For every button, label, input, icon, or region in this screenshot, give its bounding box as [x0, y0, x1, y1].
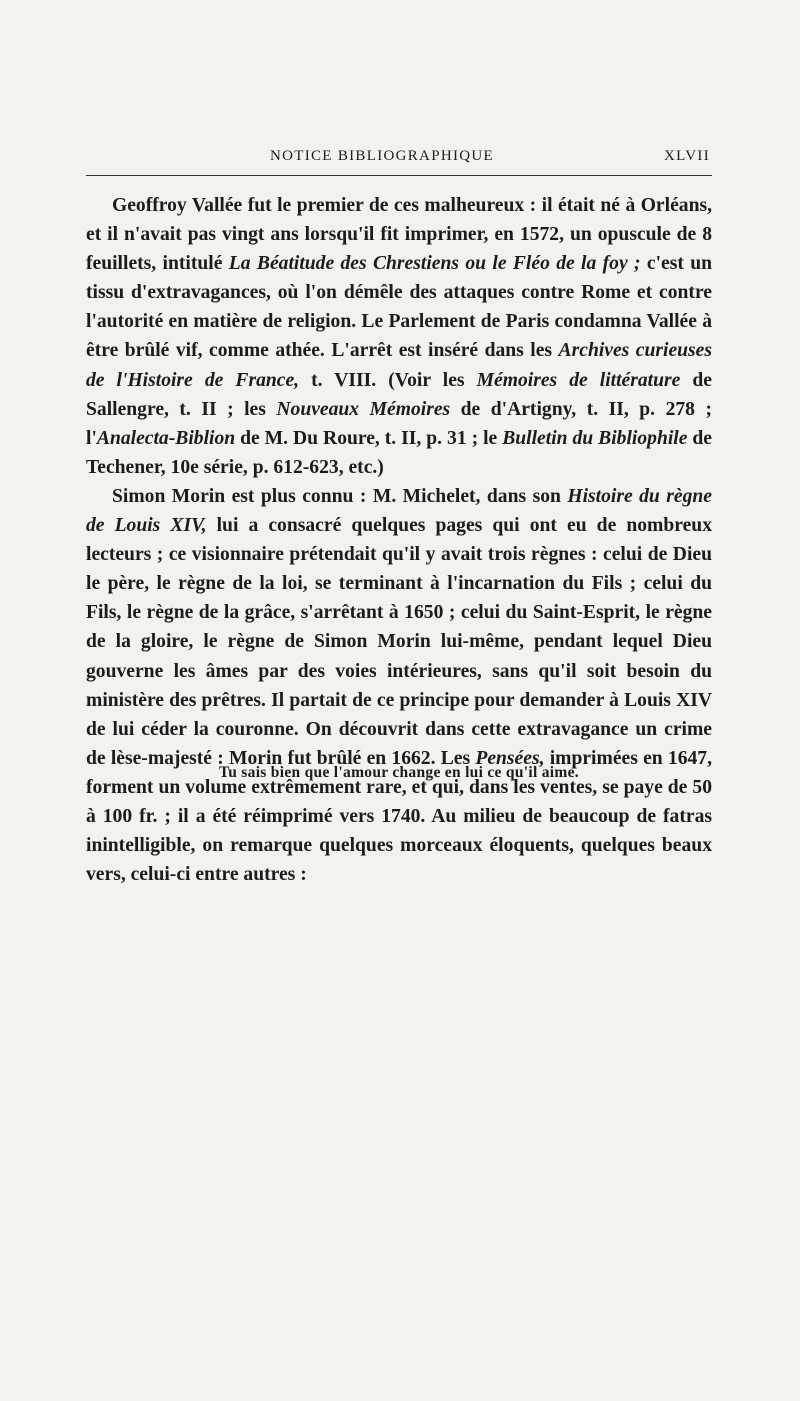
text-segment: Simon Morin est plus connu : M. Michelet, dans son — [112, 485, 568, 507]
text-segment: lui a consacré quelques pages qui ont eu de nombreux lecteurs ; ce visionnaire prétendait qu'il y avait trois règnes : celui de Dieu le père, le règne de la loi, se terminant à l'incarnation du Fils ; celui du Fils, le règne de la grâce, s'arrêtant à 1650 ; celui du Saint-Esprit, le règne de la gloire, le règne de Simon Morin lui-même, pendant lequel Dieu gouverne les âmes par des voies intérieures, sans qu'il soit besoin du ministère des prêtres. Il partait de ce principe pour demander à Louis XIV de lui céder la couronne. On découvrit dans cette extravagance un crime de lèse-majesté : Morin fut brûlé en 1662. Les — [86, 515, 712, 769]
book-title: Analecta-Biblion — [96, 427, 236, 449]
page-number: XLVII — [664, 148, 710, 164]
header-rule — [86, 175, 712, 176]
text-segment: de Sallengre, t. II ; les — [86, 369, 712, 420]
book-title: La Béatitude des Chrestiens ou le Fléo de la foy ; — [228, 253, 641, 275]
text-segment: de Techener, 10e série, p. 612-623, etc.) — [86, 427, 712, 478]
book-title: Pensées, — [475, 747, 545, 769]
text-segment: de d'Artigny, t. II, p. 278 ; l' — [86, 398, 712, 449]
book-title: Nouveaux Mémoires — [276, 398, 451, 420]
paragraph-vallee — [86, 191, 712, 482]
book-title: Bulletin du Bibliophile — [502, 427, 688, 449]
text-segment: Geoffroy Vallée fut le premier de ces malheureux : il était né à Orléans, et il n'avait pas vingt ans lorsqu'il fit imprimer, en 1572, un opuscule de 8 feuillets, intitulé — [86, 195, 712, 275]
verse-quote: Tu sais bien que l'amour change en lui ce qu'il aime. — [219, 764, 579, 781]
body-text — [86, 191, 712, 889]
book-title: Histoire du règne de Louis XIV, — [86, 485, 712, 537]
text-segment: de M. Du Roure, t. II, p. 31 ; le — [235, 427, 503, 449]
book-title: Mémoires de littérature — [476, 369, 681, 391]
book-title: Archives curieuses de l'Histoire de France, — [86, 340, 712, 391]
text-segment: c'est un tissu d'extravagances, où l'on démêle des attaques contre Rome et contre l'autorité en matière de religion. Le Parlement de Paris condamna Vallée à être brûlé vif, comme athée. L'arrêt est inséré dans les — [86, 253, 713, 362]
paragraph-morin — [86, 482, 712, 889]
text-segment: imprimées en 1647, forment un volume extrêmement rare, et qui, dans les ventes, se paye de 50 à 100 fr. ; il a été réimprimé vers 1740. Au milieu de beaucoup de fatras inintelligible, on remarque quelques morceaux éloquents, quelques beaux vers, celui-ci entre autres : — [86, 747, 712, 886]
running-head-title: NOTICE BIBLIOGRAPHIQUE — [269, 148, 494, 164]
running-head — [88, 148, 710, 165]
text-segment: t. VIII. (Voir les — [299, 369, 477, 391]
